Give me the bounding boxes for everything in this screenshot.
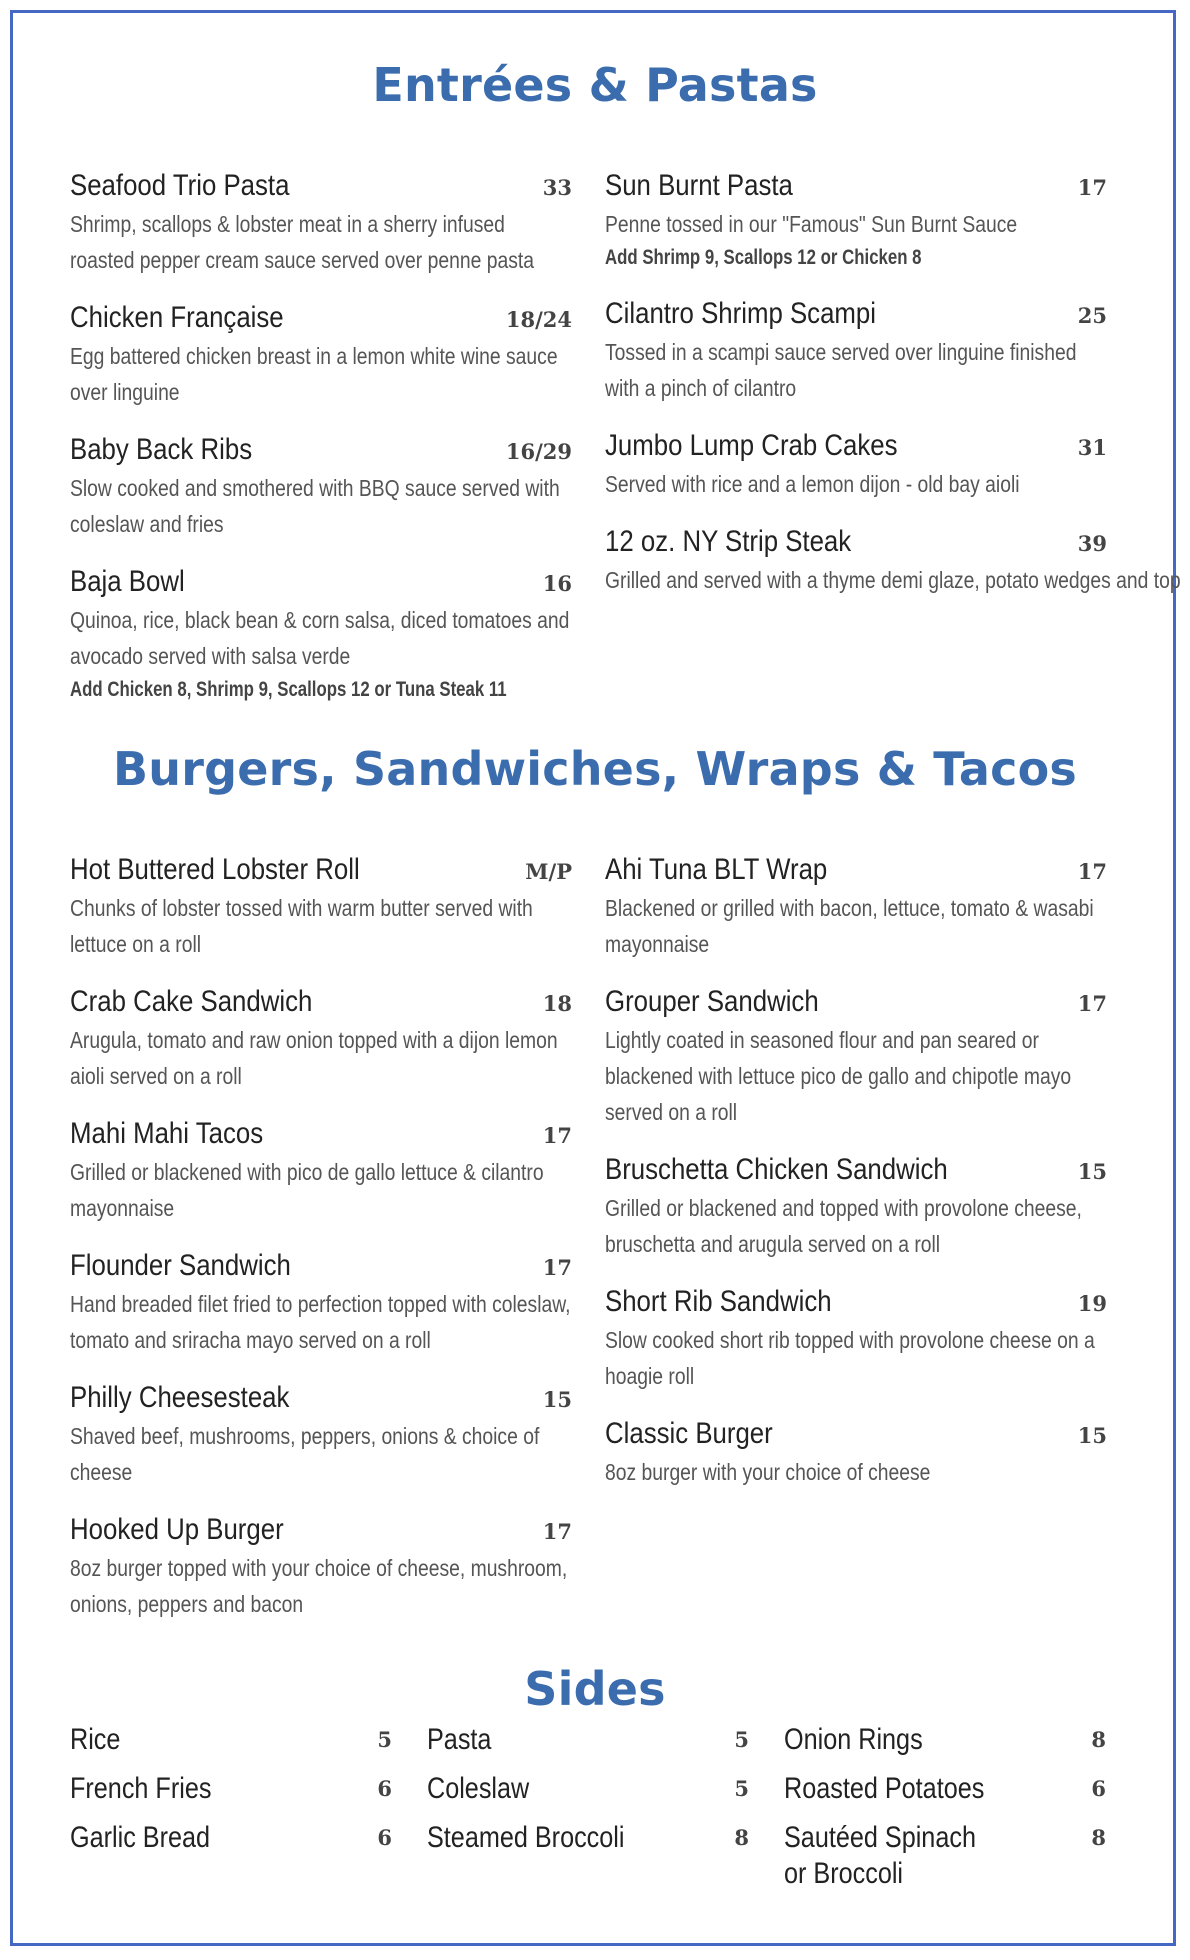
side-item-price: 8 <box>1091 1825 1106 1850</box>
menu-item-name: Crab Cake Sandwich <box>70 985 313 1018</box>
menu-item-header <box>70 1116 572 1154</box>
menu-item <box>70 1512 572 1622</box>
menu-item-description: Served with rice and a lemon dijon - old bay aioli <box>605 471 1020 497</box>
menu-item-header <box>605 1416 1107 1454</box>
side-item-price: 5 <box>734 1727 749 1752</box>
menu-item-name: Baby Back Ribs <box>70 433 253 466</box>
burgers-right-column <box>605 852 1107 1490</box>
menu-item <box>70 1380 572 1490</box>
menu-item-description: Quinoa, rice, black bean & corn salsa, diced tomatoes and avocado served with salsa verde <box>70 607 570 669</box>
menu-item-name: Jumbo Lump Crab Cakes <box>605 429 898 462</box>
menu-item-description: Slow cooked short rib topped with provolone cheese on a hoagie roll <box>605 1327 1095 1389</box>
side-item-name: Sautéed Spinach or Broccoli <box>784 1821 976 1890</box>
side-item-name: Roasted Potatoes <box>784 1772 985 1805</box>
menu-item-name: Short Rib Sandwich <box>605 1285 832 1318</box>
menu-item <box>70 1248 572 1358</box>
side-item <box>427 1771 749 1820</box>
menu-item-name: Hooked Up Burger <box>70 1513 284 1546</box>
menu-item <box>605 524 1181 598</box>
menu-item-price: 15 <box>542 1387 572 1412</box>
side-item-price: 8 <box>1091 1727 1106 1752</box>
menu-item-price: 17 <box>1077 175 1107 200</box>
menu-item-description: Slow cooked and smothered with BBQ sauce served with coleslaw and fries <box>70 475 560 537</box>
sides-column-2 <box>427 1722 749 1869</box>
menu-item-description: Penne tossed in our "Famous" Sun Burnt Sauce <box>605 211 1018 237</box>
menu-item-price: 18 <box>542 991 572 1016</box>
menu-item-name: Bruschetta Chicken Sandwich <box>605 1153 948 1186</box>
menu-item-name: Mahi Mahi Tacos <box>70 1117 264 1150</box>
menu-item-description: Egg battered chicken breast in a lemon white wine sauce over linguine <box>70 343 558 405</box>
side-item <box>70 1722 392 1771</box>
menu-item-price: 19 <box>1077 1291 1107 1316</box>
entrees-left-column <box>70 168 572 706</box>
menu-item-description: Grilled and served with a thyme demi glaze, potato wedges and top <box>605 567 1181 593</box>
menu-item-description: Hand breaded filet fried to perfection topped with coleslaw, tomato and sriracha mayo served on a roll <box>70 1291 571 1353</box>
menu-item-description: Blackened or grilled with bacon, lettuce, tomato & wasabi mayonnaise <box>605 895 1094 957</box>
menu-item-addons: Add Chicken 8, Shrimp 9, Scallops 12 or Tuna Steak 11 <box>70 678 507 701</box>
menu-item-price: 17 <box>542 1255 572 1280</box>
menu-item-description: Shaved beef, mushrooms, peppers, onions & choice of cheese <box>70 1423 540 1485</box>
menu-item <box>605 428 1107 502</box>
section-title-sides: Sides <box>524 1662 666 1716</box>
side-item-name: Onion Rings <box>784 1723 923 1756</box>
menu-item-name: Ahi Tuna BLT Wrap <box>605 853 828 886</box>
menu-item-description: Grilled or blackened and topped with provolone cheese, bruschetta and arugula served on a roll <box>605 1195 1082 1257</box>
side-item <box>784 1771 1106 1820</box>
menu-item-price: 25 <box>1077 303 1107 328</box>
side-item-name: French Fries <box>70 1772 212 1805</box>
menu-item <box>70 984 572 1094</box>
menu-item <box>605 1416 1107 1490</box>
menu-item-name: Cilantro Shrimp Scampi <box>605 297 876 330</box>
menu-item-price: 17 <box>542 1519 572 1544</box>
menu-item <box>70 300 572 410</box>
menu-item-name: Chicken Française <box>70 301 284 334</box>
menu-item-description: 8oz burger topped with your choice of cheese, mushroom, onions, peppers and bacon <box>70 1555 568 1617</box>
menu-item-price: 33 <box>542 175 572 200</box>
menu-item-header <box>605 1152 1107 1190</box>
menu-item-name: Classic Burger <box>605 1417 773 1450</box>
side-item <box>70 1771 392 1820</box>
menu-item-header <box>605 1284 1107 1322</box>
menu-item <box>70 168 572 278</box>
menu-item <box>605 296 1107 406</box>
menu-item-description: Grilled or blackened with pico de gallo lettuce & cilantro mayonnaise <box>70 1159 544 1221</box>
menu-item-addons: Add Shrimp 9, Scallops 12 or Chicken 8 <box>605 246 922 269</box>
side-item-price: 6 <box>377 1776 392 1801</box>
menu-item <box>70 852 572 962</box>
menu-item-header <box>70 1512 572 1550</box>
side-item-name: Pasta <box>427 1723 492 1756</box>
menu-item-description: Chunks of lobster tossed with warm butter served with lettuce on a roll <box>70 895 533 957</box>
side-item <box>427 1722 749 1771</box>
menu-item-price: 15 <box>1077 1423 1107 1448</box>
menu-item-description: Shrimp, scallops & lobster meat in a sherry infused roasted pepper cream sauce served over penne pasta <box>70 211 534 273</box>
menu-item-price: 18/24 <box>505 307 572 332</box>
menu-item-name: Flounder Sandwich <box>70 1249 291 1282</box>
menu-item-header <box>605 168 1107 206</box>
sides-column-1 <box>70 1722 392 1869</box>
menu-item-name: 12 oz. NY Strip Steak <box>605 525 852 558</box>
entrees-right-column <box>605 168 1181 598</box>
sides-column-3 <box>784 1722 1106 1890</box>
menu-item-price: 16 <box>542 571 572 596</box>
menu-item-header <box>70 300 572 338</box>
menu-item-description: Arugula, tomato and raw onion topped with a dijon lemon aioli served on a roll <box>70 1027 558 1089</box>
menu-item <box>70 432 572 542</box>
menu-item-price: 17 <box>1077 859 1107 884</box>
menu-item-description: Tossed in a scampi sauce served over linguine finished with a pinch of cilantro <box>605 339 1077 401</box>
menu-item-header <box>605 984 1107 1022</box>
menu-item-header <box>70 432 572 470</box>
side-item <box>70 1820 392 1869</box>
side-item-price: 5 <box>734 1776 749 1801</box>
menu-item-price: 31 <box>1077 435 1107 460</box>
menu-item-header <box>70 984 572 1022</box>
menu-item-price: 39 <box>1077 531 1107 556</box>
side-item-price: 5 <box>377 1727 392 1752</box>
side-item-price: 6 <box>377 1825 392 1850</box>
side-item <box>784 1722 1106 1771</box>
menu-item-name: Sun Burnt Pasta <box>605 169 793 202</box>
side-item-name: Rice <box>70 1723 121 1756</box>
side-item-price: 6 <box>1091 1776 1106 1801</box>
menu-item-header <box>70 1248 572 1286</box>
menu-item-price: 16/29 <box>505 439 572 464</box>
menu-item-description: Lightly coated in seasoned flour and pan seared or blackened with lettuce pico de gallo and chipotle mayo served on a roll <box>605 1027 1072 1125</box>
menu-item <box>605 852 1107 962</box>
menu-item-price: 17 <box>1077 991 1107 1016</box>
menu-item <box>605 1152 1107 1262</box>
menu-item-name: Philly Cheesesteak <box>70 1381 290 1414</box>
menu-item-header <box>70 852 572 890</box>
menu-item <box>605 168 1107 274</box>
section-title-entrees: Entrées & Pastas <box>372 58 818 112</box>
side-item <box>427 1820 749 1869</box>
menu-item <box>605 984 1107 1130</box>
menu-item-header <box>70 564 572 602</box>
menu-item <box>605 1284 1107 1394</box>
menu-item-price: 17 <box>542 1123 572 1148</box>
side-item <box>784 1820 1106 1890</box>
menu-item-header <box>605 852 1107 890</box>
menu-item-header <box>605 428 1107 466</box>
menu-item-price: M/P <box>525 859 572 884</box>
menu-item-header <box>605 296 1107 334</box>
menu-item-header <box>70 168 572 206</box>
section-title-burgers: Burgers, Sandwiches, Wraps & Tacos <box>112 742 1078 796</box>
side-item-name: Garlic Bread <box>70 1821 211 1854</box>
menu-item-name: Baja Bowl <box>70 565 185 598</box>
menu-item <box>70 1116 572 1226</box>
menu-item-name: Grouper Sandwich <box>605 985 819 1018</box>
menu-item <box>70 564 572 706</box>
menu-item-price: 15 <box>1077 1159 1107 1184</box>
menu-item-description: 8oz burger with your choice of cheese <box>605 1459 931 1485</box>
menu-item-header <box>70 1380 572 1418</box>
menu-item-header <box>605 524 1107 562</box>
burgers-left-column <box>70 852 572 1622</box>
menu-item-name: Hot Buttered Lobster Roll <box>70 853 360 886</box>
side-item-name: Coleslaw <box>427 1772 530 1805</box>
side-item-name: Steamed Broccoli <box>427 1821 625 1854</box>
menu-item-name: Seafood Trio Pasta <box>70 169 290 202</box>
side-item-price: 8 <box>734 1825 749 1850</box>
